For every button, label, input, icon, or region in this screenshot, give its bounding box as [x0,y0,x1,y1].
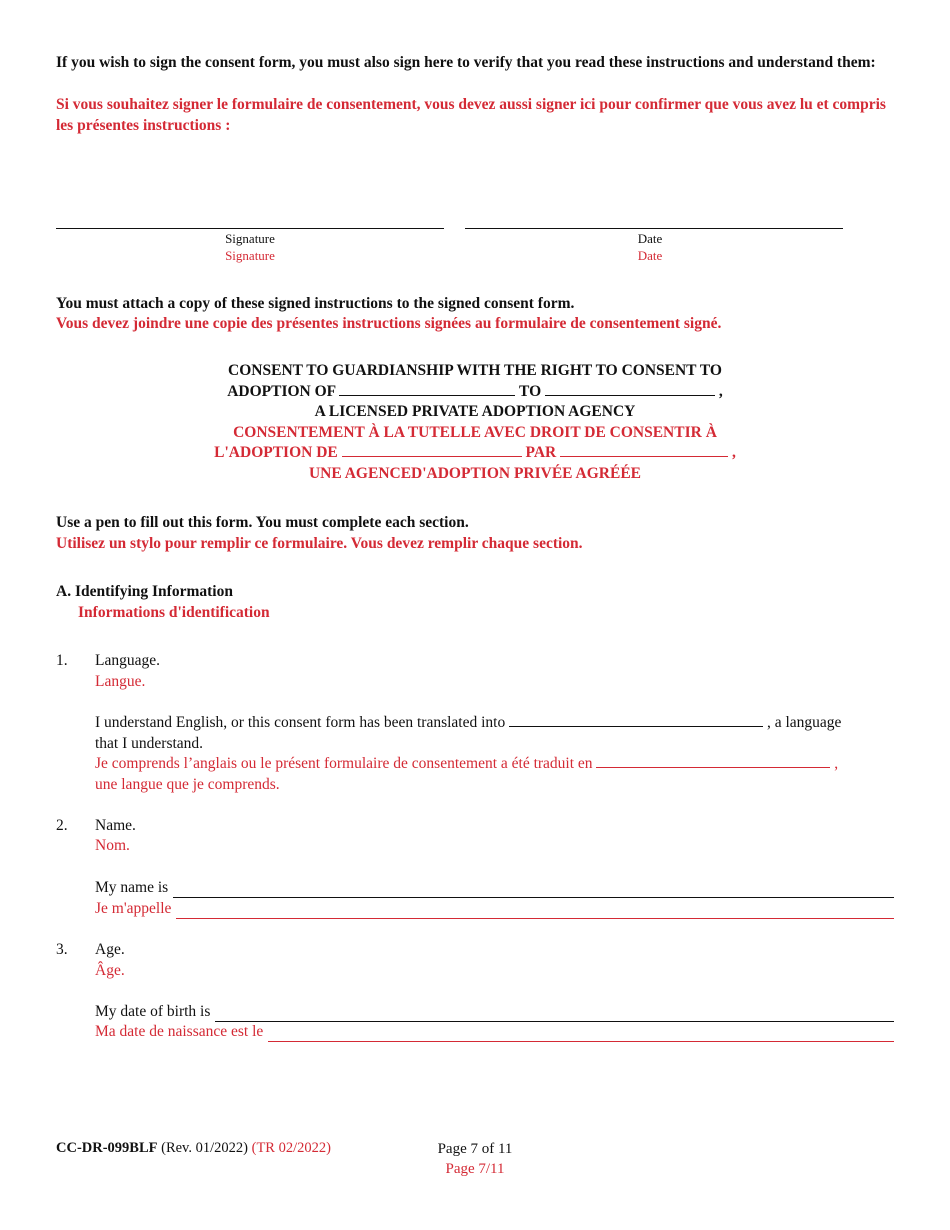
dob-row-fr [95,1021,894,1042]
name-row-en [95,877,894,898]
item-2-title-fr: Nom. [95,837,130,854]
signature-line[interactable] [56,228,444,229]
item-1-title-en: Language. [95,652,160,669]
title-fr-line1: CONSENTEMENT À LA TUTELLE AVEC DROIT DE CONSENTIR À [233,423,717,441]
name-row-fr [95,898,894,919]
name-label-en: My name is [95,879,169,896]
signature-caption [56,230,444,264]
item-2-number: 2. [56,817,68,834]
language-statement-en: I understand English, or this consent form has been translated into , a language [95,714,842,731]
dob-label-fr: Ma date de naissance est le [95,1023,264,1040]
item-1-title-fr: Langue. [95,673,146,690]
date-caption [465,230,835,264]
pen-notice-fr: Utilisez un stylo pour remplir ce formulaire. Vous devez remplir chaque section. [56,535,583,552]
attach-notice-fr: Vous devez joindre une copie des présentes instructions signées au formulaire de consentement signé. [56,315,722,332]
name-label-fr: Je m'appelle [95,900,172,917]
sign-instructions-en: If you wish to sign the consent form, you must also sign here to verify that you read these instructions and understand them: [56,54,876,71]
dob-field[interactable] [215,1006,894,1022]
page-number-en: Page 7 of 11 [437,1141,513,1157]
language-field[interactable] [509,725,763,727]
langue-field[interactable] [596,766,830,768]
title-fr-line2: L'ADOPTION DE PAR , [214,444,736,461]
adoption-de-field[interactable] [342,455,522,457]
adoption-of-child-field[interactable] [339,394,515,396]
item-1-number: 1. [56,652,68,669]
dob-row-en [95,1001,894,1022]
pen-notice-en: Use a pen to fill out this form. You must complete each section. [56,514,469,531]
footer-form-id [56,1139,331,1157]
sign-instructions-fr: Si vous souhaitez signer le formulaire de consentement, vous devez aussi signer ici pour confirmer que vous avez lu et compris les présentes instructions : [56,96,886,134]
item-3-title-fr: Âge. [95,962,125,979]
attach-notice-en: You must attach a copy of these signed instructions to the signed consent form. [56,295,575,312]
signature-label-en: Signature [225,231,275,246]
adoption-par-field[interactable] [560,455,728,457]
section-a-heading-fr: Informations d'identification [78,604,270,621]
footer-page-number [400,1139,550,1179]
item-3-number: 3. [56,941,68,958]
nom-field[interactable] [176,903,894,919]
form-translation-rev: (TR 02/2022) [251,1140,331,1156]
dob-label-en: My date of birth is [95,1003,211,1020]
item-3-title-en: Age. [95,941,125,958]
form-revision: (Rev. 01/2022) [161,1140,248,1156]
title-en-line3: A LICENSED PRIVATE ADOPTION AGENCY [314,403,636,420]
title-en-line2: ADOPTION OF TO , [227,382,723,400]
title-fr-line3: UNE AGENCED'ADOPTION PRIVÉE AGRÉÉE [308,464,641,482]
date-label-fr: Date [637,248,663,263]
section-a-heading-en: A. Identifying Information [56,583,233,600]
date-label-en: Date [637,231,663,246]
language-statement-fr-cont: une langue que je comprends. [95,776,280,793]
date-line[interactable] [465,228,843,229]
page-number-fr: Page 7/11 [445,1161,505,1177]
adoption-agency-field[interactable] [545,394,715,396]
name-field[interactable] [173,882,894,898]
title-en-line1: CONSENT TO GUARDIANSHIP WITH THE RIGHT TO CONSENT TO [228,362,722,379]
form-title [0,361,950,484]
date-naissance-field[interactable] [268,1026,894,1042]
language-statement-fr: Je comprends l’anglais ou le présent formulaire de consentement a été traduit en , [95,755,839,772]
item-2-title-en: Name. [95,817,136,834]
signature-label-fr: Signature [225,248,275,263]
language-statement-en-cont: that I understand. [95,735,204,752]
form-id: CC-DR-099BLF [56,1140,158,1156]
